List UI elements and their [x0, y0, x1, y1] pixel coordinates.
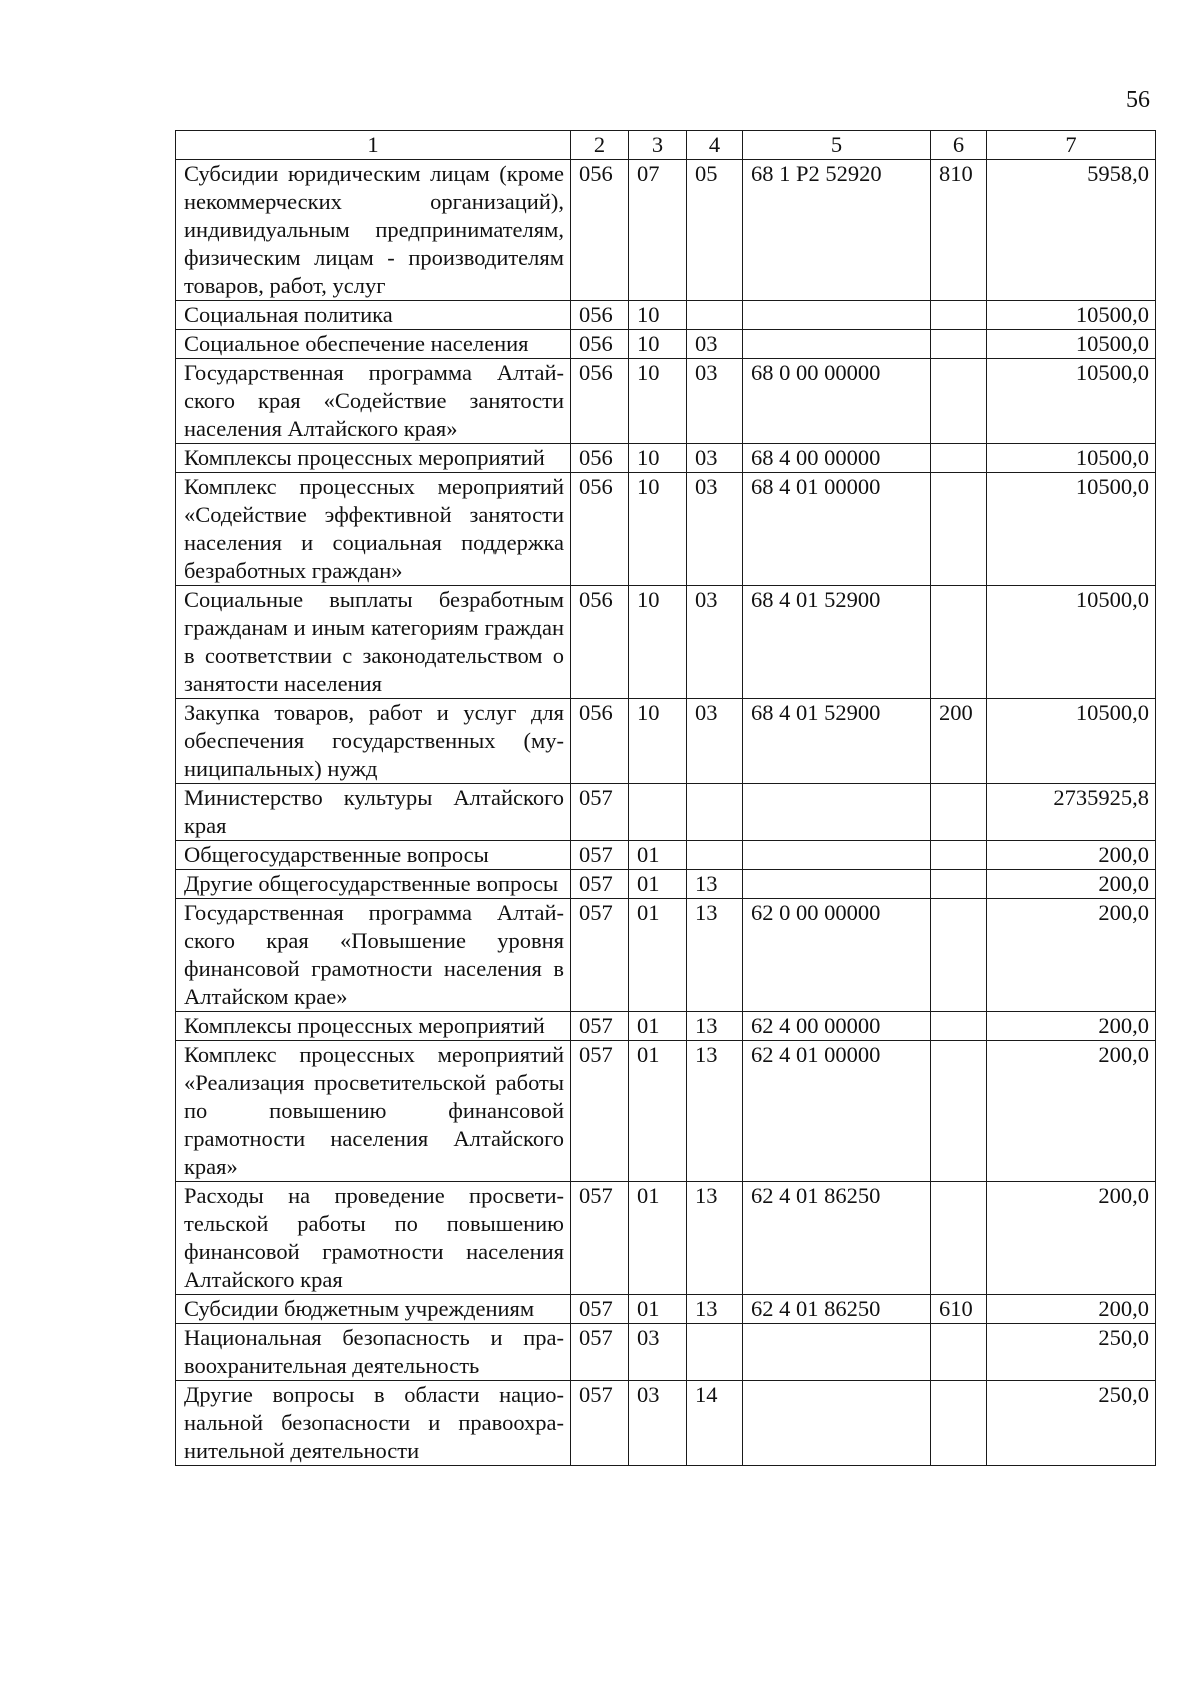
expense-type-cell: 200 — [931, 699, 987, 784]
row-name-cell: Закупка товаров, работ и услуг для обеспечения государственных (муниципальных) нужд — [176, 699, 571, 784]
subsection-code-cell: 13 — [687, 1295, 743, 1324]
amount-cell: 200,0 — [987, 1182, 1156, 1295]
admin-code-cell: 057 — [571, 1295, 629, 1324]
column-header-3: 3 — [629, 131, 687, 160]
amount-cell: 10500,0 — [987, 330, 1156, 359]
admin-code-cell: 057 — [571, 1182, 629, 1295]
target-article-cell: 68 4 01 52900 — [743, 586, 931, 699]
row-name-cell: Комплексы процессных мероприятий — [176, 1012, 571, 1041]
amount-cell: 200,0 — [987, 1295, 1156, 1324]
admin-code-cell: 057 — [571, 784, 629, 841]
subsection-code-cell — [687, 841, 743, 870]
amount-cell: 10500,0 — [987, 359, 1156, 444]
section-code-cell: 10 — [629, 444, 687, 473]
table-row — [176, 784, 1156, 841]
section-code-cell: 10 — [629, 330, 687, 359]
admin-code-cell: 057 — [571, 841, 629, 870]
subsection-code-cell: 03 — [687, 444, 743, 473]
subsection-code-cell: 03 — [687, 330, 743, 359]
admin-code-cell: 056 — [571, 359, 629, 444]
expense-type-cell — [931, 359, 987, 444]
section-code-cell: 01 — [629, 870, 687, 899]
subsection-code-cell: 13 — [687, 1182, 743, 1295]
table-row — [176, 1012, 1156, 1041]
target-article-cell — [743, 330, 931, 359]
table-row — [176, 359, 1156, 444]
target-article-cell: 68 1 Р2 52920 — [743, 160, 931, 301]
table-row — [176, 160, 1156, 301]
expense-type-cell — [931, 330, 987, 359]
subsection-code-cell: 14 — [687, 1381, 743, 1466]
amount-cell: 2735925,8 — [987, 784, 1156, 841]
row-name-cell: Социальное обеспечение населения — [176, 330, 571, 359]
section-code-cell: 01 — [629, 1041, 687, 1182]
amount-cell: 200,0 — [987, 870, 1156, 899]
section-code-cell: 01 — [629, 899, 687, 1012]
admin-code-cell: 057 — [571, 899, 629, 1012]
amount-cell: 10500,0 — [987, 444, 1156, 473]
table-row — [176, 870, 1156, 899]
admin-code-cell: 057 — [571, 1381, 629, 1466]
section-code-cell: 01 — [629, 1012, 687, 1041]
amount-cell: 10500,0 — [987, 699, 1156, 784]
row-name-cell: Комплексы процессных мероприятий — [176, 444, 571, 473]
row-name-cell: Субсидии юридическим лицам (кроме некоммерческих организаций), индивидуальным предпринимателям, физическим лицам - производителям товаров, работ, услуг — [176, 160, 571, 301]
row-name-cell: Расходы на проведение просветительской работы по повышению финансовой грамотности населения Алтайского края — [176, 1182, 571, 1295]
admin-code-cell: 056 — [571, 473, 629, 586]
table-row — [176, 899, 1156, 1012]
column-header-6: 6 — [931, 131, 987, 160]
target-article-cell — [743, 1324, 931, 1381]
subsection-code-cell — [687, 784, 743, 841]
amount-cell: 200,0 — [987, 899, 1156, 1012]
expense-type-cell — [931, 1182, 987, 1295]
subsection-code-cell: 03 — [687, 586, 743, 699]
section-code-cell: 01 — [629, 841, 687, 870]
expense-type-cell — [931, 870, 987, 899]
amount-cell: 250,0 — [987, 1324, 1156, 1381]
expense-type-cell — [931, 1324, 987, 1381]
subsection-code-cell: 03 — [687, 699, 743, 784]
budget-table — [175, 130, 1156, 1466]
admin-code-cell: 057 — [571, 870, 629, 899]
row-name-cell: Другие общегосударственные вопросы — [176, 870, 571, 899]
target-article-cell: 68 4 00 00000 — [743, 444, 931, 473]
subsection-code-cell — [687, 301, 743, 330]
expense-type-cell — [931, 1012, 987, 1041]
row-name-cell: Комплекс процессных мероприятий «Реализация просветительской работы по повышению финансовой грамотности населения Алтайского края» — [176, 1041, 571, 1182]
table-row — [176, 301, 1156, 330]
subsection-code-cell: 03 — [687, 359, 743, 444]
amount-cell: 200,0 — [987, 1012, 1156, 1041]
table-row — [176, 1295, 1156, 1324]
target-article-cell — [743, 841, 931, 870]
target-article-cell: 62 0 00 00000 — [743, 899, 931, 1012]
section-code-cell: 10 — [629, 699, 687, 784]
section-code-cell: 10 — [629, 473, 687, 586]
column-header-7: 7 — [987, 131, 1156, 160]
target-article-cell: 62 4 00 00000 — [743, 1012, 931, 1041]
amount-cell: 5958,0 — [987, 160, 1156, 301]
admin-code-cell: 057 — [571, 1324, 629, 1381]
table-row — [176, 473, 1156, 586]
amount-cell: 10500,0 — [987, 473, 1156, 586]
row-name-cell: Национальная безопасность и правоохранительная деятельность — [176, 1324, 571, 1381]
target-article-cell — [743, 784, 931, 841]
target-article-cell: 62 4 01 00000 — [743, 1041, 931, 1182]
row-name-cell: Социальная политика — [176, 301, 571, 330]
admin-code-cell: 056 — [571, 301, 629, 330]
row-name-cell: Другие вопросы в области национальной безопасности и правоохранительной деятельности — [176, 1381, 571, 1466]
subsection-code-cell: 13 — [687, 1012, 743, 1041]
amount-cell: 250,0 — [987, 1381, 1156, 1466]
column-header-1: 1 — [176, 131, 571, 160]
subsection-code-cell — [687, 1324, 743, 1381]
section-code-cell: 10 — [629, 586, 687, 699]
section-code-cell: 10 — [629, 359, 687, 444]
expense-type-cell — [931, 899, 987, 1012]
target-article-cell: 68 4 01 00000 — [743, 473, 931, 586]
subsection-code-cell: 13 — [687, 870, 743, 899]
row-name-cell: Комплекс процессных мероприятий «Содействие эффективной занятости населения и социальная поддержка безработных граждан» — [176, 473, 571, 586]
admin-code-cell: 056 — [571, 699, 629, 784]
table-row — [176, 841, 1156, 870]
section-code-cell: 07 — [629, 160, 687, 301]
target-article-cell — [743, 870, 931, 899]
section-code-cell: 01 — [629, 1182, 687, 1295]
section-code-cell — [629, 784, 687, 841]
column-header-5: 5 — [743, 131, 931, 160]
table-header — [176, 131, 1156, 160]
column-header-2: 2 — [571, 131, 629, 160]
expense-type-cell — [931, 841, 987, 870]
amount-cell: 10500,0 — [987, 586, 1156, 699]
expense-type-cell: 810 — [931, 160, 987, 301]
target-article-cell — [743, 1381, 931, 1466]
admin-code-cell: 056 — [571, 444, 629, 473]
table-row — [176, 1041, 1156, 1182]
subsection-code-cell: 13 — [687, 899, 743, 1012]
subsection-code-cell: 05 — [687, 160, 743, 301]
amount-cell: 10500,0 — [987, 301, 1156, 330]
expense-type-cell — [931, 586, 987, 699]
expense-type-cell — [931, 444, 987, 473]
section-code-cell: 03 — [629, 1324, 687, 1381]
admin-code-cell: 057 — [571, 1012, 629, 1041]
table-row — [176, 1381, 1156, 1466]
expense-type-cell — [931, 301, 987, 330]
expense-type-cell — [931, 473, 987, 586]
table-row — [176, 330, 1156, 359]
expense-type-cell — [931, 1041, 987, 1182]
row-name-cell: Социальные выплаты безработным гражданам и иным категориям граждан в соответствии с законодательством о занятости населения — [176, 586, 571, 699]
admin-code-cell: 056 — [571, 586, 629, 699]
section-code-cell: 10 — [629, 301, 687, 330]
section-code-cell: 01 — [629, 1295, 687, 1324]
row-name-cell: Министерство культуры Алтайского края — [176, 784, 571, 841]
table-row — [176, 1182, 1156, 1295]
amount-cell: 200,0 — [987, 841, 1156, 870]
table-row — [176, 586, 1156, 699]
target-article-cell: 62 4 01 86250 — [743, 1295, 931, 1324]
section-code-cell: 03 — [629, 1381, 687, 1466]
table-header-row — [176, 131, 1156, 160]
table-body — [176, 160, 1156, 1466]
subsection-code-cell: 13 — [687, 1041, 743, 1182]
target-article-cell: 62 4 01 86250 — [743, 1182, 931, 1295]
table-row — [176, 444, 1156, 473]
subsection-code-cell: 03 — [687, 473, 743, 586]
table-row — [176, 1324, 1156, 1381]
expense-type-cell: 610 — [931, 1295, 987, 1324]
page-number: 56 — [1126, 87, 1150, 113]
admin-code-cell: 057 — [571, 1041, 629, 1182]
row-name-cell: Общегосударственные вопросы — [176, 841, 571, 870]
row-name-cell: Государственная программа Алтайского края «Повышение уровня финансовой грамотности населения в Алтайском крае» — [176, 899, 571, 1012]
column-header-4: 4 — [687, 131, 743, 160]
expense-type-cell — [931, 1381, 987, 1466]
admin-code-cell: 056 — [571, 160, 629, 301]
amount-cell: 200,0 — [987, 1041, 1156, 1182]
admin-code-cell: 056 — [571, 330, 629, 359]
target-article-cell: 68 4 01 52900 — [743, 699, 931, 784]
target-article-cell: 68 0 00 00000 — [743, 359, 931, 444]
row-name-cell: Государственная программа Алтайского края «Содействие занятости населения Алтайского края» — [176, 359, 571, 444]
expense-type-cell — [931, 784, 987, 841]
table-row — [176, 699, 1156, 784]
row-name-cell: Субсидии бюджетным учреждениям — [176, 1295, 571, 1324]
target-article-cell — [743, 301, 931, 330]
